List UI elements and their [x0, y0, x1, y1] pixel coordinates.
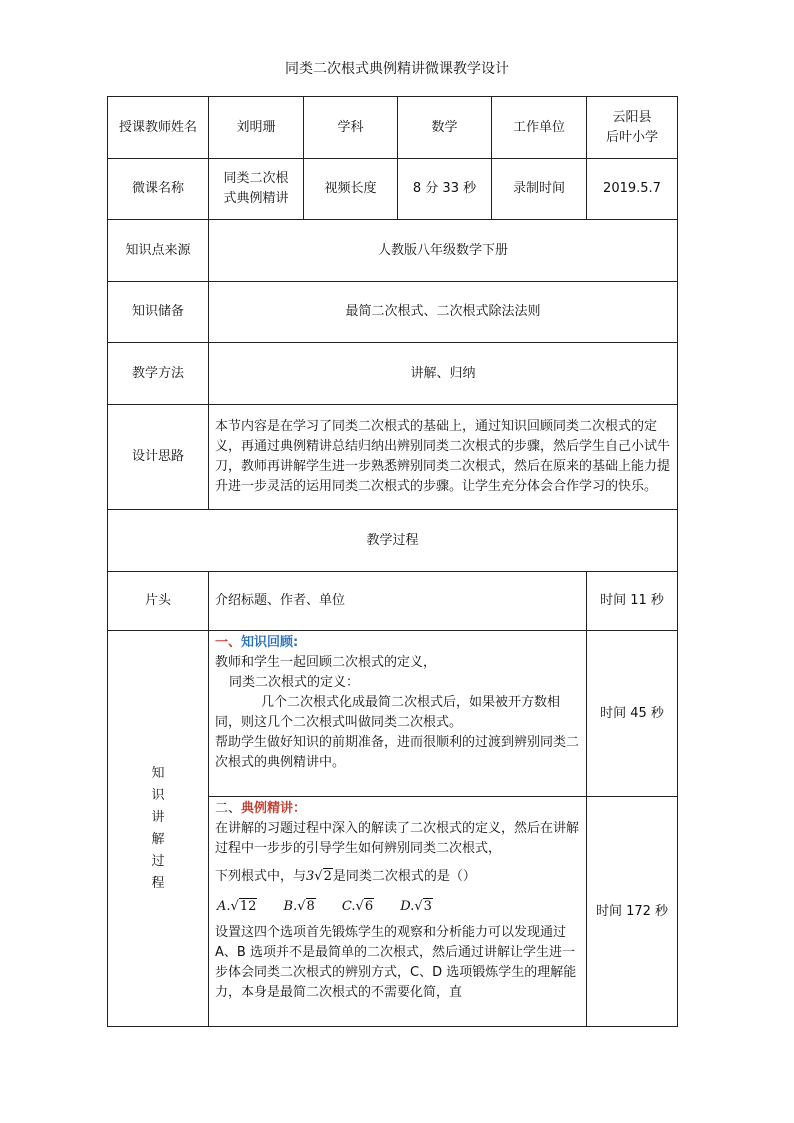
question-rad: 2	[323, 869, 332, 884]
unit-line1: 云阳县	[612, 109, 652, 125]
table-row	[108, 159, 678, 220]
option-letter: B.	[283, 899, 298, 914]
intro-time: 时间 11 秒	[587, 572, 678, 631]
option-c	[342, 897, 374, 917]
question-prefix: 下列根式中，与	[215, 869, 307, 884]
knowledge-char: 过	[151, 853, 165, 869]
table-row	[108, 572, 678, 631]
table-row	[108, 405, 678, 510]
option-a	[217, 897, 257, 917]
method-label: 教学方法	[108, 343, 209, 405]
document-title: 同类二次根式典例精讲微课教学设计	[285, 61, 509, 77]
knowledge-char: 知	[151, 765, 165, 781]
table-row	[108, 631, 678, 797]
option-b	[284, 897, 316, 917]
question-suffix: 是同类二次根式的是（）	[332, 869, 476, 884]
question-coef: 3	[306, 869, 315, 884]
reserve-value: 最简二次根式、二次根式除法法则	[209, 282, 678, 343]
knowledge-char: 解	[151, 831, 165, 847]
option-letter: D.	[400, 899, 415, 914]
review-line3: 几个二次根式化成最简二次根式后，如果被开方数相同，则这几个二次根式叫做同类二次根式。	[215, 695, 561, 730]
example-line1: 在讲解的习题过程中深入的解读了二次根式的定义，然后在讲解过程中一步步的引导学生如何辨别同类二次根式，	[215, 821, 580, 856]
date-value: 2019.5.7	[587, 159, 678, 220]
table-row	[108, 97, 678, 159]
design-label: 设计思路	[108, 405, 209, 510]
example-time: 时间 172 秒	[587, 797, 678, 1027]
example-cell	[209, 797, 587, 1027]
subject-label: 学科	[304, 97, 398, 159]
length-label: 视频长度	[304, 159, 398, 220]
unit-line2: 后叶小学	[605, 129, 658, 145]
sqrt-icon: √	[230, 899, 239, 914]
knowledge-char: 程	[151, 875, 165, 891]
table-row	[108, 282, 678, 343]
method-value: 讲解、归纳	[209, 343, 678, 405]
source-label: 知识点来源	[108, 220, 209, 282]
subject-value: 数学	[398, 97, 492, 159]
process-header: 教学过程	[108, 510, 678, 572]
review-line4: 帮助学生做好知识的前期准备，进而很顺利的过渡到辨别同类二次根式的典例精讲中。	[215, 735, 580, 770]
review-line2: 同类二次根式的定义：	[229, 675, 360, 690]
length-value: 8 分 33 秒	[398, 159, 492, 220]
option-rad: 3	[423, 899, 432, 914]
example-heading-prefix: 二、	[215, 801, 242, 816]
course-line1: 同类二次根	[223, 171, 289, 186]
option-rad: 8	[306, 899, 315, 914]
review-time: 时间 45 秒	[587, 631, 678, 797]
review-line1: 教师和学生一起回顾二次根式的定义，	[215, 655, 437, 670]
table-row	[108, 343, 678, 405]
option-letter: A.	[217, 899, 231, 914]
design-text: 本节内容是在学习了同类二次根式的基础上，通过知识回顾同类二次根式的定义，再通过典例精讲总结归纳出辨别同类二次根式的步骤，然后学生自己小试牛刀，教师再讲解学生进一步熟悉辨别同类二次根式，然后在原来的基础上能力提升进一步灵活的运用同类二次根式的步骤。让学生充分体会合作学习的快乐。	[209, 405, 678, 510]
example-question	[215, 867, 580, 887]
sqrt-icon: √	[355, 899, 364, 914]
sqrt-icon: √	[297, 899, 306, 914]
unit-label: 工作单位	[492, 97, 587, 159]
intro-label: 片头	[108, 572, 209, 631]
course-value	[209, 159, 304, 220]
course-line2: 式典例精讲	[223, 191, 289, 206]
sqrt-icon: √	[314, 869, 323, 884]
knowledge-label	[108, 631, 209, 1027]
table-row	[108, 220, 678, 282]
knowledge-char: 讲	[151, 809, 165, 825]
unit-value	[587, 97, 678, 159]
source-value: 人教版八年级数学下册	[209, 220, 678, 282]
reserve-label: 知识储备	[108, 282, 209, 343]
review-heading-prefix: 一、	[215, 635, 242, 650]
example-heading-text: 典例精讲：	[241, 801, 307, 816]
question-radical	[306, 868, 333, 884]
date-label: 录制时间	[492, 159, 587, 220]
lesson-design-table	[107, 96, 678, 1027]
review-heading-text: 知识回顾:	[241, 635, 299, 650]
course-label: 微课名称	[108, 159, 209, 220]
knowledge-char: 识	[151, 787, 165, 803]
intro-content: 介绍标题、作者、单位	[209, 572, 587, 631]
example-line2: 设置这四个选项首先锻炼学生的观察和分析能力可以发现通过 A、B 选项并不是最简单的二次根式，然后通过讲解让学生进一步体会同类二次根式的辨别方式，C、D 选项锻炼学生的理解能力，本身是最简二次根式的不需要化简，直	[215, 925, 577, 1000]
option-rad: 6	[364, 899, 374, 914]
option-d	[400, 897, 433, 917]
option-letter: C.	[341, 899, 356, 914]
teacher-value: 刘明珊	[209, 97, 304, 159]
table-row	[108, 510, 678, 572]
review-cell	[209, 631, 587, 797]
teacher-label: 授课教师姓名	[108, 97, 209, 159]
option-rad: 12	[239, 899, 257, 914]
sqrt-icon: √	[414, 899, 423, 914]
example-heading	[215, 799, 580, 819]
review-heading	[215, 633, 580, 653]
example-options	[215, 897, 580, 917]
